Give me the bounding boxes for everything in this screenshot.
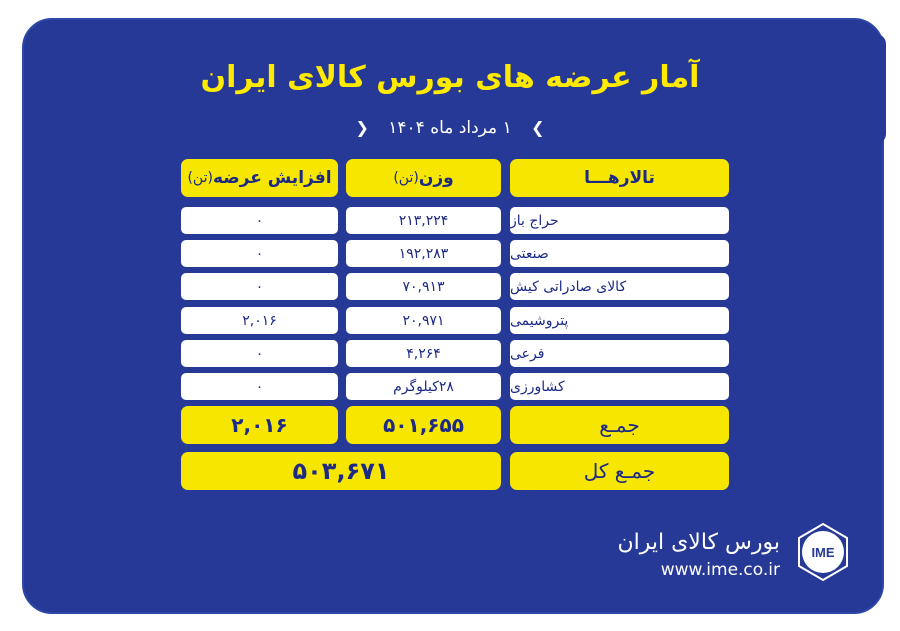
row-increase: ۰ [181, 340, 338, 367]
sum-increase: ۲,۰۱۶ [181, 406, 338, 444]
sum-label: جمـع [510, 406, 729, 444]
sum-weight: ۵۰۱,۶۵۵ [346, 406, 501, 444]
row-weight: ۷۰,۹۱۳ [346, 273, 501, 300]
header-weight-unit: (تن) [393, 170, 419, 186]
chevron-left-icon[interactable]: ❮ [355, 118, 369, 137]
header-increase [181, 159, 338, 197]
row-weight: ۲۱۳,۲۲۴ [346, 207, 501, 234]
row-hall-name: حراج باز [510, 207, 729, 234]
row-weight: ۴,۲۶۴ [346, 340, 501, 367]
row-increase: ۲,۰۱۶ [181, 307, 338, 334]
row-hall-name: کالای صادراتی کیش [510, 273, 729, 300]
row-increase: ۰ [181, 240, 338, 267]
header-weight [346, 159, 501, 197]
row-weight: ۲۸کیلوگرم [346, 373, 501, 400]
total-value: ۵۰۳,۶۷۱ [181, 452, 501, 490]
row-hall-name: پتروشیمی [510, 307, 729, 334]
row-increase: ۰ [181, 373, 338, 400]
header-increase-unit: (تن) [187, 170, 213, 186]
header-increase-label: افزایش عرضه [212, 168, 332, 188]
brand-name: بورس کالای ایران [617, 530, 780, 555]
row-weight: ۲۰,۹۷۱ [346, 307, 501, 334]
page-title: آمار عرضه های بورس کالای ایران [200, 60, 700, 95]
report-date: ۱ مرداد ماه ۱۴۰۴ [388, 118, 512, 138]
row-hall-name: کشاورزی [510, 373, 729, 400]
logo-text: IME [811, 545, 835, 560]
total-label: جمـع کل [510, 452, 729, 490]
chevron-right-icon[interactable]: ❯ [531, 118, 545, 137]
date-row [0, 118, 900, 138]
header-halls [510, 159, 729, 197]
row-hall-name: فرعی [510, 340, 729, 367]
header-weight-label: وزن [418, 168, 454, 188]
ime-logo-icon [793, 522, 853, 582]
header-halls-label: تالارهـــا [584, 168, 655, 188]
row-weight: ۱۹۲,۲۸۳ [346, 240, 501, 267]
row-increase: ۰ [181, 207, 338, 234]
brand-url[interactable]: www.ime.co.ir [660, 560, 780, 580]
row-hall-name: صنعتی [510, 240, 729, 267]
row-increase: ۰ [181, 273, 338, 300]
